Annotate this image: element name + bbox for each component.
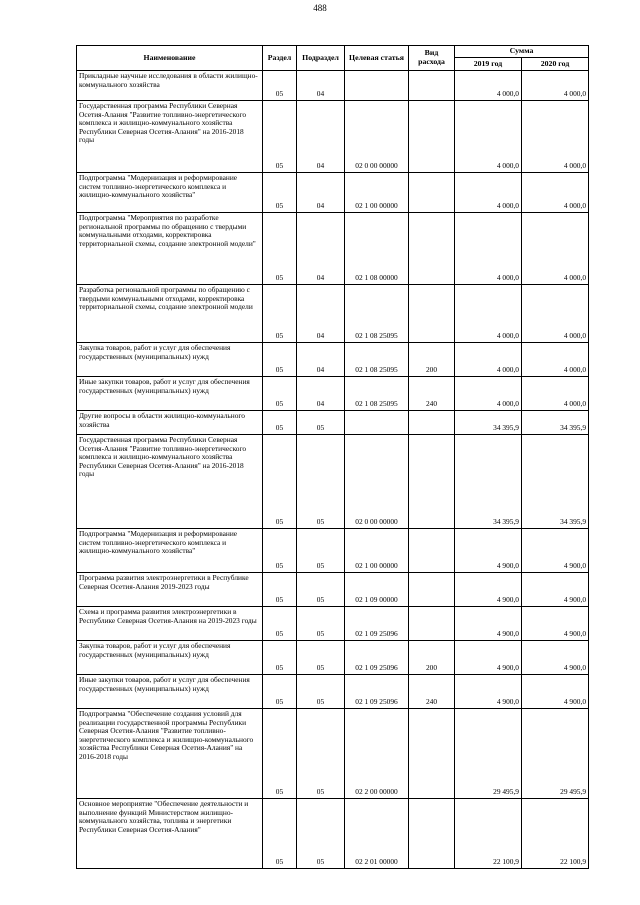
- row-sum-2020: 4 000,0: [522, 71, 589, 101]
- row-target-article: 02 2 01 00000: [345, 799, 409, 869]
- row-subsection: 05: [297, 799, 345, 869]
- row-name: Подпрограмма "Мероприятия по разработке региональной программы по обращению с твердыми коммунальными отходами, корректировка территориальной схемы, создание электронной модели": [77, 213, 263, 285]
- row-sum-2019: 4 000,0: [455, 71, 522, 101]
- row-target-article: 02 1 09 25096: [345, 641, 409, 675]
- row-target-article: [345, 411, 409, 435]
- row-section: 05: [263, 709, 297, 799]
- row-target-article: [345, 71, 409, 101]
- row-sum-2020: 4 900,0: [522, 641, 589, 675]
- table-row: [77, 675, 589, 709]
- row-name: Подпрограмма "Обеспечение создания условий для реализации государственной программы Республики Северная Осетия-Алания "Развитие топливно-энергетического комплекса и жилищно-коммунального хозяйства Республики Северная Осетия-Алания" на 2016-2018 годы: [77, 709, 263, 799]
- row-section: 05: [263, 799, 297, 869]
- row-sum-2020: 4 000,0: [522, 343, 589, 377]
- row-target-article: 02 1 08 25095: [345, 285, 409, 343]
- row-expense-type: 200: [409, 343, 455, 377]
- row-expense-type: [409, 435, 455, 529]
- row-subsection: 05: [297, 529, 345, 573]
- header-year-2020: 2020 год: [522, 58, 589, 71]
- row-subsection: 05: [297, 435, 345, 529]
- row-target-article: 02 1 09 00000: [345, 573, 409, 607]
- table-row: [77, 343, 589, 377]
- row-name: Закупка товаров, работ и услуг для обеспечения государственных (муниципальных) нужд: [77, 641, 263, 675]
- row-section: 05: [263, 435, 297, 529]
- header-sum: Сумма: [455, 46, 589, 58]
- row-expense-type: [409, 573, 455, 607]
- row-name: Иные закупки товаров, работ и услуг для обеспечения государственных (муниципальных) нужд: [77, 377, 263, 411]
- header-name: Наименование: [77, 46, 263, 71]
- row-subsection: 04: [297, 377, 345, 411]
- row-name: Схема и программа развития электроэнергетики в Республике Северная Осетия-Алания на 2019-2023 годы: [77, 607, 263, 641]
- table-row: [77, 411, 589, 435]
- row-expense-type: [409, 799, 455, 869]
- table-row: [77, 213, 589, 285]
- table-row: [77, 799, 589, 869]
- row-sum-2020: 29 495,9: [522, 709, 589, 799]
- row-subsection: 04: [297, 343, 345, 377]
- row-sum-2019: 4 900,0: [455, 641, 522, 675]
- row-subsection: 05: [297, 675, 345, 709]
- row-target-article: 02 1 08 25095: [345, 377, 409, 411]
- row-name: Разработка региональной программы по обращению с твердыми коммунальными отходами, корректировка территориальной схемы, создание электронной модели: [77, 285, 263, 343]
- row-sum-2020: 4 000,0: [522, 285, 589, 343]
- row-sum-2019: 4 900,0: [455, 675, 522, 709]
- row-sum-2019: 4 000,0: [455, 343, 522, 377]
- row-name: Подпрограмма "Модернизация и реформирование систем топливно-энергетического комплекса и жилищно-коммунального хозяйства": [77, 173, 263, 213]
- row-sum-2020: 22 100,9: [522, 799, 589, 869]
- row-sum-2019: 4 000,0: [455, 101, 522, 173]
- table-row: [77, 101, 589, 173]
- row-name: Прикладные научные исследования в области жилищно-коммунального хозяйства: [77, 71, 263, 101]
- row-sum-2020: 4 000,0: [522, 377, 589, 411]
- row-subsection: 04: [297, 285, 345, 343]
- budget-table: [76, 45, 589, 869]
- header-year-2019: 2019 год: [455, 58, 522, 71]
- row-section: 05: [263, 411, 297, 435]
- row-sum-2019: 4 000,0: [455, 285, 522, 343]
- row-section: 05: [263, 607, 297, 641]
- header-target-article: Целевая статья: [345, 46, 409, 71]
- row-expense-type: [409, 101, 455, 173]
- row-name: Подпрограмма "Модернизация и реформирование систем топливно-энергетического комплекса и жилищно-коммунального хозяйства": [77, 529, 263, 573]
- row-section: 05: [263, 675, 297, 709]
- row-sum-2020: 4 000,0: [522, 173, 589, 213]
- row-target-article: 02 0 00 00000: [345, 101, 409, 173]
- row-expense-type: [409, 607, 455, 641]
- row-subsection: 05: [297, 641, 345, 675]
- row-sum-2019: 4 900,0: [455, 529, 522, 573]
- row-name: Государственная программа Республики Северная Осетия-Алания "Развитие топливно-энергетического комплекса и жилищно-коммунального хозяйства Республики Северная Осетия-Алания" на 2016-2018 годы: [77, 435, 263, 529]
- row-target-article: 02 1 00 00000: [345, 529, 409, 573]
- row-expense-type: [409, 173, 455, 213]
- row-sum-2019: 4 000,0: [455, 213, 522, 285]
- row-sum-2020: 4 900,0: [522, 573, 589, 607]
- row-sum-2019: 4 900,0: [455, 573, 522, 607]
- row-name: Иные закупки товаров, работ и услуг для обеспечения государственных (муниципальных) нужд: [77, 675, 263, 709]
- row-expense-type: [409, 285, 455, 343]
- header-section: Раздел: [263, 46, 297, 71]
- row-section: 05: [263, 213, 297, 285]
- row-target-article: 02 0 00 00000: [345, 435, 409, 529]
- row-subsection: 04: [297, 71, 345, 101]
- row-sum-2020: 4 900,0: [522, 529, 589, 573]
- table-body: [77, 71, 589, 869]
- header-expense-type: Вид расхода: [409, 46, 455, 71]
- row-name: Основное мероприятие "Обеспечение деятельности и выполнение функций Министерством жилищно-коммунального хозяйства, топлива и энергетики Республики Северная Осетия-Алания": [77, 799, 263, 869]
- row-sum-2019: 34 395,9: [455, 435, 522, 529]
- row-section: 05: [263, 285, 297, 343]
- row-sum-2019: 4 900,0: [455, 607, 522, 641]
- row-expense-type: [409, 411, 455, 435]
- page-number: 488: [313, 3, 327, 13]
- header-subsection: Подраздел: [297, 46, 345, 71]
- row-subsection: 04: [297, 173, 345, 213]
- row-subsection: 05: [297, 607, 345, 641]
- row-sum-2020: 34 395,9: [522, 411, 589, 435]
- table-row: [77, 709, 589, 799]
- row-sum-2019: 29 495,9: [455, 709, 522, 799]
- row-expense-type: 200: [409, 641, 455, 675]
- row-subsection: 05: [297, 573, 345, 607]
- row-sum-2019: 22 100,9: [455, 799, 522, 869]
- row-target-article: 02 1 09 25096: [345, 607, 409, 641]
- row-name: Закупка товаров, работ и услуг для обеспечения государственных (муниципальных) нужд: [77, 343, 263, 377]
- row-expense-type: 240: [409, 675, 455, 709]
- row-section: 05: [263, 573, 297, 607]
- row-subsection: 04: [297, 213, 345, 285]
- row-target-article: 02 2 00 00000: [345, 709, 409, 799]
- row-subsection: 04: [297, 101, 345, 173]
- table-row: [77, 377, 589, 411]
- row-sum-2019: 34 395,9: [455, 411, 522, 435]
- row-sum-2020: 4 000,0: [522, 101, 589, 173]
- table-row: [77, 285, 589, 343]
- table-row: [77, 173, 589, 213]
- row-expense-type: [409, 529, 455, 573]
- table-row: [77, 529, 589, 573]
- row-target-article: 02 1 08 00000: [345, 213, 409, 285]
- table-row: [77, 573, 589, 607]
- table-row: [77, 641, 589, 675]
- row-expense-type: 240: [409, 377, 455, 411]
- table-row: [77, 607, 589, 641]
- row-sum-2020: 34 395,9: [522, 435, 589, 529]
- row-sum-2019: 4 000,0: [455, 173, 522, 213]
- row-expense-type: [409, 213, 455, 285]
- row-name: Другие вопросы в области жилищно-коммунального хозяйства: [77, 411, 263, 435]
- row-section: 05: [263, 377, 297, 411]
- row-section: 05: [263, 71, 297, 101]
- row-section: 05: [263, 641, 297, 675]
- row-name: Программа развития электроэнергетики в Республике Северная Осетия-Алания 2019-2023 годы: [77, 573, 263, 607]
- row-expense-type: [409, 709, 455, 799]
- row-section: 05: [263, 343, 297, 377]
- row-target-article: 02 1 09 25096: [345, 675, 409, 709]
- row-subsection: 05: [297, 709, 345, 799]
- row-target-article: 02 1 08 25095: [345, 343, 409, 377]
- row-sum-2019: 4 000,0: [455, 377, 522, 411]
- row-sum-2020: 4 900,0: [522, 675, 589, 709]
- row-name: Государственная программа Республики Северная Осетия-Алания "Развитие топливно-энергетического комплекса и жилищно-коммунального хозяйства Республики Северная Осетия-Алания" на 2016-2018 годы: [77, 101, 263, 173]
- table-row: [77, 71, 589, 101]
- row-sum-2020: 4 900,0: [522, 607, 589, 641]
- row-target-article: 02 1 00 00000: [345, 173, 409, 213]
- row-sum-2020: 4 000,0: [522, 213, 589, 285]
- table-row: [77, 435, 589, 529]
- row-subsection: 05: [297, 411, 345, 435]
- row-section: 05: [263, 101, 297, 173]
- row-expense-type: [409, 71, 455, 101]
- row-section: 05: [263, 529, 297, 573]
- row-section: 05: [263, 173, 297, 213]
